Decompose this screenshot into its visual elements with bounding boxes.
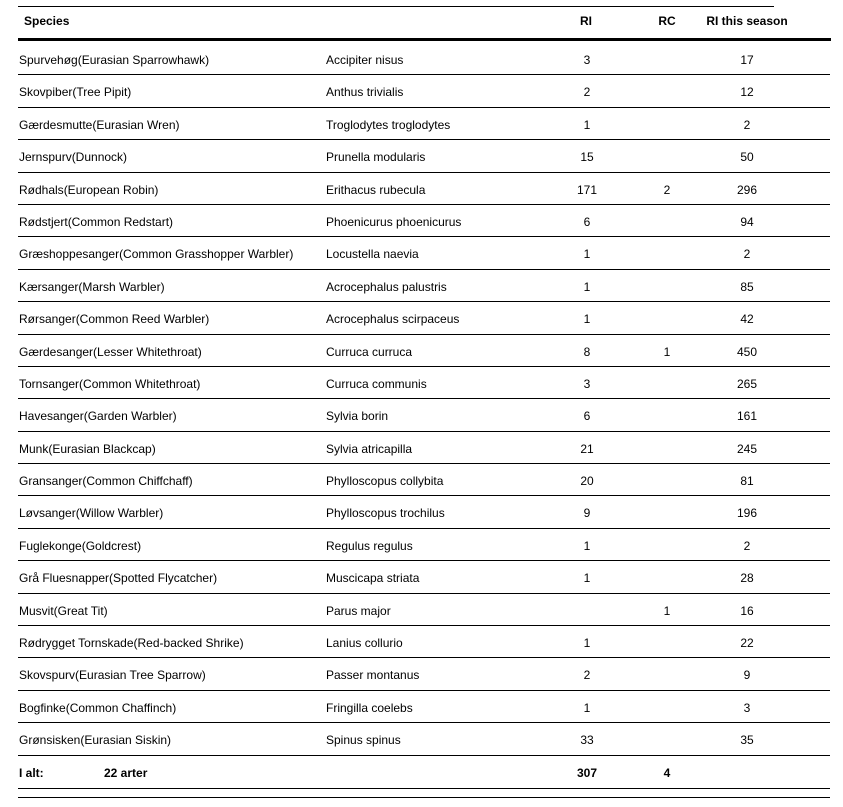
ri-value: 33 — [580, 733, 594, 748]
table-row — [18, 302, 830, 334]
header-ri-this-season: RI this season — [706, 14, 788, 28]
species-name — [19, 280, 165, 294]
latin-name: Parus major — [326, 603, 391, 618]
ri-value: 1 — [583, 538, 591, 553]
ri-season-value: 42 — [740, 312, 754, 327]
danish-name: Rødrygget Tornskade — [19, 636, 134, 651]
ri-season-value: 16 — [740, 603, 754, 618]
ri-value: 6 — [583, 409, 591, 424]
ri-value: 3 — [583, 376, 591, 391]
english-name: (Common Redstart) — [67, 214, 174, 229]
english-name: (Dunnock) — [71, 150, 128, 165]
latin-name: Sylvia atricapilla — [326, 441, 413, 456]
ri-season-value: 3 — [743, 700, 751, 715]
latin-name: Acrocephalus palustris — [326, 279, 447, 294]
ri-value: 171 — [576, 182, 598, 197]
header-species: Species — [24, 14, 70, 28]
table-row — [18, 464, 830, 496]
ri-season-value: 9 — [743, 668, 751, 683]
danish-name: Gærdesmutte — [19, 117, 93, 132]
table-row — [18, 270, 830, 302]
table-row — [18, 108, 830, 140]
danish-name: Græshoppesanger — [19, 247, 120, 262]
latin-name: Phoenicurus phoenicurus — [326, 214, 462, 229]
latin-name: Passer montanus — [326, 668, 420, 683]
species-name — [19, 345, 202, 359]
ri-season-value: 161 — [736, 409, 758, 424]
ri-season-value: 94 — [740, 214, 754, 229]
ri-value: 1 — [583, 700, 591, 715]
english-name: (Red-backed Shrike) — [133, 636, 244, 651]
ri-value: 21 — [580, 441, 594, 456]
ri-season-value: 81 — [740, 474, 754, 489]
danish-name: Skovpiber — [19, 85, 73, 100]
header-ri: RI — [580, 14, 592, 28]
danish-name: Havesanger — [19, 409, 84, 424]
english-name: (Common Grasshopper Warbler) — [119, 247, 294, 262]
danish-name: Tornsanger — [19, 376, 80, 391]
table-row — [18, 561, 830, 593]
ri-season-value: 2 — [743, 247, 751, 262]
english-name: (Common Reed Warbler) — [75, 312, 210, 327]
ri-season-value: 245 — [736, 441, 758, 456]
ri-value: 1 — [583, 117, 591, 132]
table-row — [18, 367, 830, 399]
latin-name: Prunella modularis — [326, 150, 426, 165]
english-name: (Common Chaffinch) — [65, 700, 177, 715]
danish-name: Munk — [19, 441, 49, 456]
rc-value: 2 — [663, 182, 671, 197]
english-name: (Lesser Whitethroat) — [93, 344, 202, 359]
ri-value: 2 — [583, 668, 591, 683]
ri-season-value: 17 — [740, 53, 754, 67]
table-header — [18, 7, 831, 41]
ri-value: 15 — [580, 150, 594, 165]
table-row — [18, 723, 830, 755]
danish-name: Jernspurv — [19, 150, 72, 165]
table-row — [18, 173, 830, 205]
danish-name: Rørsanger — [19, 312, 76, 327]
english-name: (Eurasian Siskin) — [80, 733, 172, 748]
species-name — [19, 150, 127, 164]
ri-value: 1 — [583, 247, 591, 262]
table-body — [18, 43, 830, 756]
table-row — [18, 432, 830, 464]
latin-name: Regulus regulus — [326, 538, 413, 553]
danish-name: Løvsanger — [19, 506, 76, 521]
ri-value: 1 — [583, 571, 591, 586]
danish-name: Gransanger — [19, 474, 83, 489]
species-name — [19, 118, 180, 132]
total-ri: 307 — [576, 766, 598, 780]
english-name: (Willow Warbler) — [75, 506, 164, 521]
ri-value: 1 — [583, 312, 591, 327]
danish-name: Fuglekonge — [19, 538, 82, 553]
species-name — [19, 247, 293, 261]
bottom-rule — [18, 797, 830, 798]
latin-name: Muscicapa striata — [326, 571, 420, 586]
ri-value: 2 — [583, 85, 591, 100]
danish-name: Bogfinke — [19, 700, 66, 715]
english-name: (Great Tit) — [53, 603, 108, 618]
table-row — [18, 335, 830, 367]
latin-name: Fringilla coelebs — [326, 700, 413, 715]
english-name: (Goldcrest) — [81, 538, 142, 553]
english-name: (Spotted Flycatcher) — [109, 571, 218, 586]
species-name — [19, 668, 206, 682]
ri-season-value: 12 — [740, 85, 754, 100]
species-name — [19, 604, 108, 618]
species-name — [19, 312, 209, 326]
species-name — [19, 409, 177, 423]
species-name — [19, 474, 193, 488]
ri-season-value: 2 — [743, 538, 751, 553]
table-row — [18, 75, 830, 107]
table-row — [18, 43, 830, 75]
english-name: (Eurasian Blackcap) — [48, 441, 156, 456]
english-name: (Eurasian Wren) — [92, 117, 180, 132]
table-row — [18, 658, 830, 690]
latin-name: Sylvia borin — [326, 409, 389, 424]
total-species-count: 22 arter — [104, 766, 148, 780]
latin-name: Acrocephalus scirpaceus — [326, 312, 460, 327]
species-name — [19, 183, 158, 197]
english-name: (Tree Pipit) — [72, 85, 132, 100]
latin-name: Phylloscopus collybita — [326, 474, 444, 489]
table-row — [18, 140, 830, 172]
english-name: (Marsh Warbler) — [78, 279, 165, 294]
ri-season-value: 85 — [740, 279, 754, 294]
species-name — [19, 215, 173, 229]
table-row — [18, 691, 830, 723]
danish-name: Musvit — [19, 603, 54, 618]
table-row — [18, 205, 830, 237]
ri-value: 20 — [580, 474, 594, 489]
species-name — [19, 701, 176, 715]
ri-season-value: 296 — [736, 182, 758, 197]
species-name — [19, 377, 200, 391]
danish-name: Gærdesanger — [19, 344, 94, 359]
rc-value: 1 — [663, 344, 671, 359]
total-row — [18, 756, 830, 789]
ri-season-value: 50 — [740, 150, 754, 165]
ri-value: 3 — [583, 53, 591, 67]
species-name — [19, 442, 156, 456]
ri-season-value: 265 — [736, 376, 758, 391]
ri-season-value: 450 — [736, 344, 758, 359]
danish-name: Rødstjert — [19, 214, 68, 229]
latin-name: Anthus trivialis — [326, 85, 404, 100]
total-rc: 4 — [663, 766, 671, 780]
species-name — [19, 85, 131, 99]
latin-name: Curruca communis — [326, 376, 427, 391]
ri-season-value: 2 — [743, 117, 751, 132]
species-name — [19, 733, 171, 747]
ri-season-value: 22 — [740, 636, 754, 651]
table-row — [18, 529, 830, 561]
latin-name: Lanius collurio — [326, 636, 403, 651]
total-label: I alt: — [19, 766, 44, 780]
rc-value: 1 — [663, 603, 671, 618]
species-name — [19, 506, 163, 520]
ri-value: 1 — [583, 279, 591, 294]
english-name: (Eurasian Tree Sparrow) — [75, 668, 206, 683]
english-name: (Common Chiffchaff) — [82, 474, 193, 489]
danish-name: Kærsanger — [19, 279, 79, 294]
latin-name: Accipiter nisus — [326, 53, 404, 67]
species-name — [19, 571, 217, 585]
english-name: (Common Whitethroat) — [79, 376, 201, 391]
danish-name: Spurvehøg — [19, 53, 78, 67]
latin-name: Locustella naevia — [326, 247, 419, 262]
ri-season-value: 28 — [740, 571, 754, 586]
ri-value: 8 — [583, 344, 591, 359]
table-row — [18, 594, 830, 626]
english-name: (European Robin) — [63, 182, 159, 197]
ri-season-value: 35 — [740, 733, 754, 748]
danish-name: Grønsisken — [19, 733, 81, 748]
latin-name: Phylloscopus trochilus — [326, 506, 445, 521]
header-rc: RC — [658, 14, 676, 28]
latin-name: Erithacus rubecula — [326, 182, 426, 197]
table-row — [18, 237, 830, 269]
latin-name: Troglodytes troglodytes — [326, 117, 451, 132]
danish-name: Skovspurv — [19, 668, 76, 683]
species-name — [19, 636, 244, 650]
ri-value: 9 — [583, 506, 591, 521]
table-row — [18, 626, 830, 658]
danish-name: Grå Fluesnapper — [19, 571, 110, 586]
table-row — [18, 496, 830, 528]
species-name — [19, 53, 209, 67]
latin-name: Curruca curruca — [326, 344, 413, 359]
table-row — [18, 399, 830, 431]
danish-name: Rødhals — [19, 182, 64, 197]
english-name: (Eurasian Sparrowhawk) — [77, 53, 210, 67]
english-name: (Garden Warbler) — [83, 409, 177, 424]
latin-name: Spinus spinus — [326, 733, 401, 748]
ri-season-value: 196 — [736, 506, 758, 521]
species-name — [19, 539, 141, 553]
ri-value: 6 — [583, 214, 591, 229]
ri-value: 1 — [583, 636, 591, 651]
